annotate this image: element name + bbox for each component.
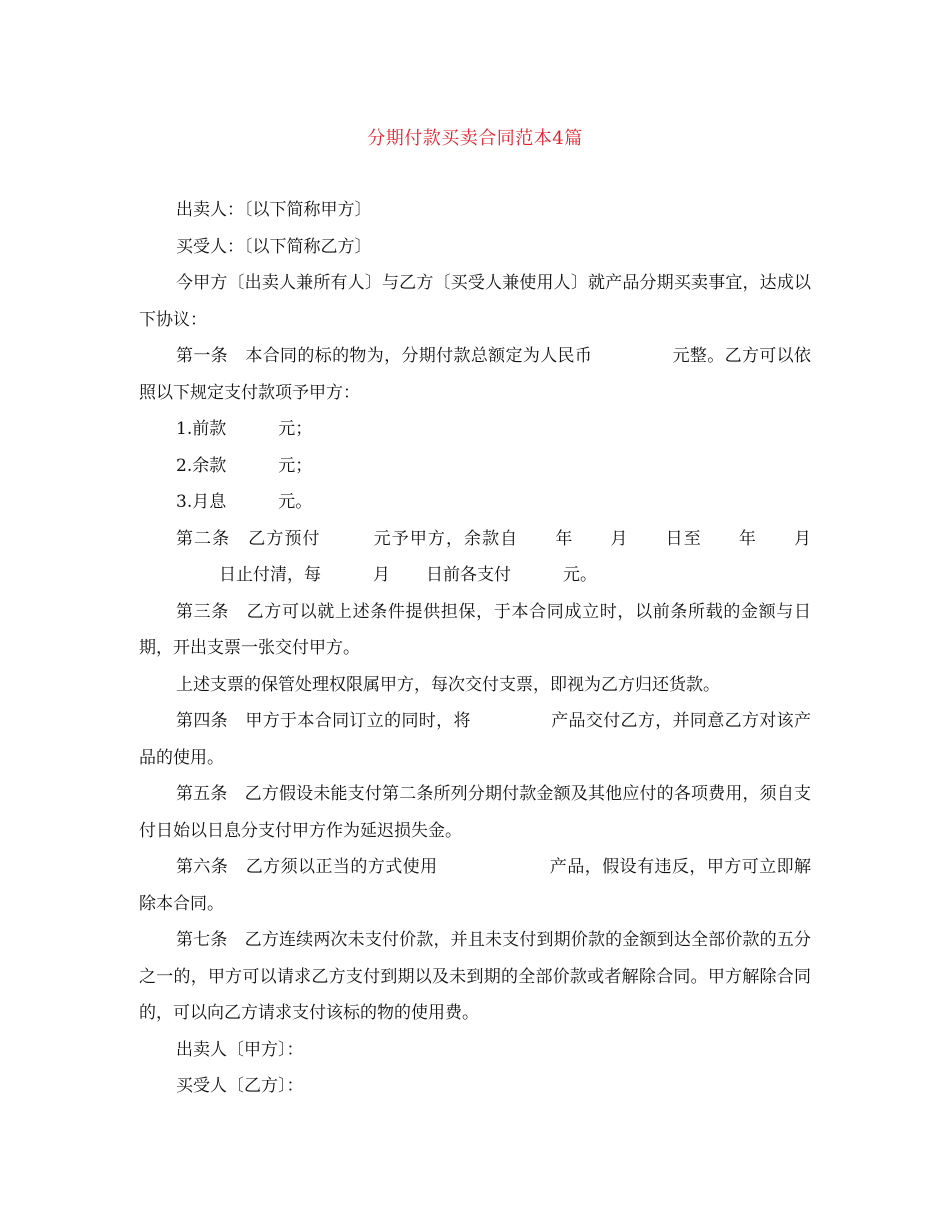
article-2 [139,521,811,594]
item-1-unit: 元； [278,419,313,439]
intro-paragraph: 今甲方〔出卖人兼所有人〕与乙方〔买受人兼使用人〕就产品分期买卖事宜，达成以下协议： [139,273,811,330]
article-4-part-b: 产品交付乙方，并同意乙方对该产品的使用。 [139,711,811,768]
buyer-line: 买受人：〔以下简称乙方〕 [176,236,372,257]
year-1: 年 [554,528,574,549]
document-title: 分期付款买卖合同范本4篇 [367,128,583,149]
signature-buyer: 买受人〔乙方〕： [176,1076,304,1096]
article-3: 第三条 乙方可以就上述条件提供担保，于本合同成立时，以前条所载的金额与日期，开出支票一张交付甲方。 [139,601,811,658]
article-1-part-a: 第一条 本合同的标的物为，分期付款总额定为人民币 [176,346,593,366]
article-1-part-b: 元整。乙方可以依照以下规定支付款项予甲方： [139,346,811,403]
article-5: 第五条 乙方假设未能支付第二条所列分期付款金额及其他应付的各项费用，须自支付日始以日息分支付甲方作为延迟损失金。 [139,784,811,841]
article-6 [139,849,811,922]
month-3: 月 [373,565,390,585]
cheque-paragraph: 上述支票的保管处理权限属甲方，每次交付支票，即视为乙方归还货款。 [176,674,720,695]
item-2-unit: 元； [278,455,313,476]
article-4 [139,703,811,776]
article-6-part-b: 产品，假设有违反，甲方可立即解除本合同。 [139,857,811,914]
year-2: 年 [737,528,757,549]
signature-seller: 出卖人〔甲方〕： [176,1039,304,1060]
article-6-part-a: 第六条 乙方须以正当的方式使用 [176,857,438,877]
seller-line: 出卖人：〔以下简称甲方〕 [176,200,372,220]
item-3-label: 3.月息 [176,492,227,512]
payment-item-2 [139,448,811,485]
item-2-label: 2.余款 [176,455,227,476]
day-2: 日止付清，每 [219,565,321,585]
item-3-unit: 元。 [278,492,313,512]
article-7: 第七条 乙方连续两次未支付价款，并且未支付到期价款的金额到达全部价款的五分之一的，甲方可以请求乙方支付到期以及未到期的全部价款或者解除合同。甲方解除合同的，可以向乙方请求支付该标的物的使用费。 [139,930,811,1023]
item-1-label: 1.前款 [176,419,227,439]
article-2-end: 元。 [563,565,597,585]
day-3: 日前各支付 [426,565,511,585]
month-2: 月 [792,528,812,549]
article-2-part-b: 元予甲方，余款自 [372,528,519,549]
payment-item-3 [139,484,811,521]
payment-item-1 [139,411,811,448]
contract-body [139,192,811,1105]
article-1 [139,338,811,411]
article-4-part-a: 第四条 甲方于本合同订立的同时，将 [176,711,471,731]
article-2-part-a: 第二条 乙方预付 [176,528,321,549]
day-1: 日至 [664,528,702,549]
month-1: 月 [609,528,629,549]
